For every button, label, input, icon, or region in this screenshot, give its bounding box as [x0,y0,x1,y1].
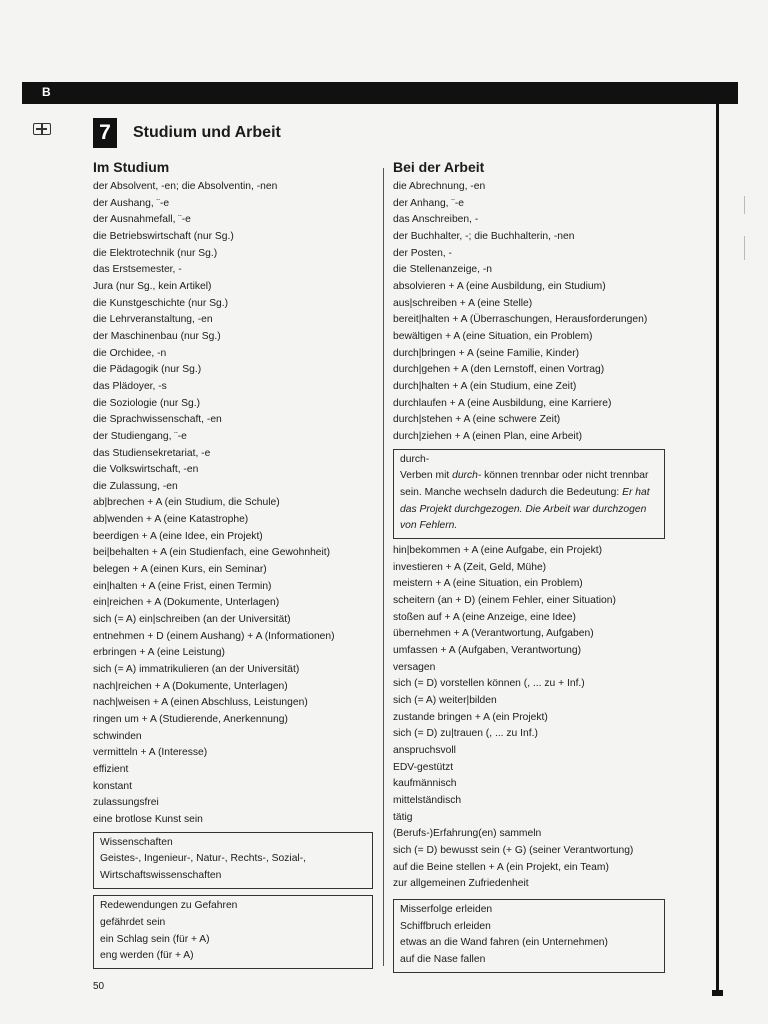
vocab-entry: meistern + A (eine Situation, ein Problem) [393,578,583,590]
note-title: durch- [400,453,430,465]
vocab-entry: sich (= A) weiter|bilden [393,695,497,707]
vocab-entry: etwas an die Wand fahren (ein Unternehmen) [400,937,608,949]
vocab-entry: zur allgemeinen Zufriedenheit [393,878,529,890]
vocab-entry: der Studiengang, ¨-e [93,430,187,442]
box-gefahren [93,895,373,969]
right-entry-list-top [393,179,675,446]
book-icon [33,123,51,135]
box-lines [400,919,658,969]
left-column [93,158,377,973]
vocab-entry: sich (= D) bewusst sein (+ G) (seiner Verantwortung) [393,844,634,856]
vocab-entry: sich (= A) ein|schreiben (an der Universität) [93,614,291,626]
vocab-entry: gefährdet sein [100,916,166,928]
box-wissenschaften [93,832,373,889]
vocab-entry: auf die Nase fallen [400,954,486,966]
vocab-entry: sich (= D) vorstellen können (, ... zu + Inf.) [393,678,585,690]
note-example: Er hat das Projekt durchgezogen. Die Arbeit war durchzogen von Fehlern. [400,487,650,532]
vocab-entry: zulassungsfrei [93,797,159,809]
section-header-bar [22,82,738,104]
box-title: Redewendungen zu Gefahren [100,899,238,911]
vocab-entry: die Elektrotechnik (nur Sg.) [93,247,218,259]
vocab-entry: der Absolvent, -en; die Absolventin, -nen [93,181,278,192]
vocab-entry: die Kunstgeschichte (nur Sg.) [93,297,229,309]
vocab-entry: nach|reichen + A (Dokumente, Unterlagen) [93,680,288,692]
vocab-entry: der Buchhalter, -; die Buchhalterin, -nen [393,230,575,242]
scan-mark [744,196,745,214]
vocab-entry: ab|wenden + A (eine Katastrophe) [93,514,249,526]
left-column-heading: Im Studium [93,159,170,175]
vocab-entry: durch|stehen + A (eine schwere Zeit) [393,414,561,426]
vocab-entry: Jura (nur Sg., kein Artikel) [93,280,212,292]
page-edge-line [716,104,719,996]
vocab-entry: nach|weisen + A (einen Abschluss, Leistungen) [93,697,308,709]
column-divider [383,168,384,966]
note-box-durch [393,449,665,540]
right-column-heading: Bei der Arbeit [393,159,485,175]
vocab-entry: ab|brechen + A (ein Studium, die Schule) [93,497,280,509]
vocab-entry: das Plädoyer, -s [93,380,167,392]
vocab-entry: absolvieren + A (eine Ausbildung, ein Studium) [393,280,606,292]
vocab-entry: die Sprachwissenschaft, -en [93,414,222,426]
vocab-entry: kaufmännisch [393,778,457,790]
vocab-entry: (Berufs-)Erfahrung(en) sammeln [393,828,542,840]
page-number: 50 [93,981,105,992]
vocab-entry: die Orchidee, -n [93,347,167,359]
vocab-entry: das Studiensekretariat, -e [93,447,211,459]
right-entry-list-bottom [393,543,675,893]
vocab-entry: investieren + A (Zeit, Geld, Mühe) [393,561,547,573]
vocab-entry: effizient [93,763,129,775]
right-column [393,158,675,977]
section-letter: B [42,85,51,99]
vocab-entry: bei|behalten + A (ein Studienfach, eine Gewohnheit) [93,547,331,559]
vocab-entry: übernehmen + A (Verantwortung, Aufgaben) [393,628,594,640]
vocab-entry: mittelständisch [393,794,462,806]
vocab-entry: der Ausnahmefall, ¨-e [93,214,191,226]
vocab-entry: das Erstsemester, - [93,264,182,276]
vocab-entry: die Soziologie (nur Sg.) [93,397,201,409]
vocab-entry: beerdigen + A (eine Idee, ein Projekt) [93,530,263,542]
vocab-entry: die Volkswirtschaft, -en [93,464,199,476]
vocab-entry: die Pädagogik (nur Sg.) [93,364,202,376]
vocab-entry: stoßen auf + A (eine Anzeige, eine Idee) [393,611,576,623]
vocab-entry: der Aushang, ¨-e [93,197,170,209]
scan-mark [744,236,745,260]
chapter-number: 7 [93,118,117,148]
box-misserfolge [393,899,665,973]
vocab-entry: ein|halten + A (eine Frist, einen Termin) [93,580,272,592]
vocab-entry: durchlaufen + A (eine Ausbildung, eine Karriere) [393,397,612,409]
vocab-entry: zustande bringen + A (ein Projekt) [393,711,548,723]
vocab-entry: Schiffbruch erleiden [400,920,491,932]
box-lines [100,915,366,965]
vocab-entry: umfassen + A (Aufgaben, Verantwortung) [393,645,582,657]
vocab-entry: aus|schreiben + A (eine Stelle) [393,297,533,309]
vocab-entry: schwinden [93,730,142,742]
vocab-entry: eine brotlose Kunst sein [93,813,203,825]
vocab-entry: konstant [93,780,132,792]
vocab-entry: ringen um + A (Studierende, Anerkennung) [93,714,288,725]
vocab-entry: anspruchsvoll [393,744,456,756]
vocab-entry: auf die Beine stellen + A (ein Projekt, ein Team) [393,861,609,873]
vocab-entry: durch|ziehen + A (einen Plan, eine Arbeit) [393,430,583,442]
vocab-entry: Wirtschaftswissenschaften [100,870,222,882]
vocab-entry: ein Schlag sein (für + A) [100,933,210,945]
vocab-entry: Geistes-, Ingenieur-, Natur-, Rechts-, Sozial-, [100,853,307,865]
vocab-entry: die Stellenanzeige, -n [393,264,493,276]
vocab-entry: durch|halten + A (ein Studium, eine Zeit) [393,380,577,392]
vocab-entry: belegen + A (einen Kurs, ein Seminar) [93,564,267,576]
vocab-entry: scheitern (an + D) (einem Fehler, einer Situation) [393,595,616,607]
vocab-entry: versagen [393,661,436,673]
vocab-entry: das Anschreiben, - [393,214,479,226]
vocab-entry: ein|reichen + A (Dokumente, Unterlagen) [93,597,280,609]
vocab-entry: durch|gehen + A (den Lernstoff, einen Vortrag) [393,364,605,376]
vocab-entry: hin|bekommen + A (eine Aufgabe, ein Projekt) [393,545,603,557]
chapter-title: Studium und Arbeit [133,124,281,141]
vocab-entry: der Anhang, ¨-e [393,197,464,209]
box-title: Misserfolge erleiden [400,903,493,915]
vocab-entry: eng werden (für + A) [100,950,194,962]
vocab-entry: die Lehrveranstaltung, -en [93,314,213,326]
vocab-entry: erbringen + A (eine Leistung) [93,647,225,659]
left-entry-list [93,179,377,829]
vocab-entry: bewältigen + A (eine Situation, ein Problem) [393,330,593,342]
vocab-entry: der Maschinenbau (nur Sg.) [93,330,221,342]
vocab-entry: entnehmen + D (einem Aushang) + A (Informationen) [93,630,335,642]
vocab-entry: der Posten, - [393,247,452,259]
page-edge-cap [712,990,723,996]
vocab-entry: EDV-gestützt [393,761,454,773]
vocab-entry: die Zulassung, -en [93,480,178,492]
box-title: Wissenschaften [100,836,173,848]
vocab-entry: durch|bringen + A (seine Familie, Kinder) [393,347,580,359]
vocab-entry: die Betriebswirtschaft (nur Sg.) [93,230,234,242]
note-text: Verben mit durch- können trennbar oder nicht trennbar sein. Manche wechseln dadurch die Bedeutung: Er hat das Projekt durchgezogen. Die Arbeit war durchzogen von Fehlern. [400,470,650,532]
vocab-entry: bereit|halten + A (Überraschungen, Herausforderungen) [393,314,648,326]
vocab-entry: sich (= D) zu|trauen (, ... zu Inf.) [393,728,538,740]
vocab-entry: vermitteln + A (Interesse) [93,747,208,759]
vocab-entry: sich (= A) immatrikulieren (an der Universität) [93,664,300,676]
vocab-entry: die Abrechnung, -en [393,181,486,192]
vocab-entry: tätig [393,811,413,823]
box-lines [100,851,366,885]
